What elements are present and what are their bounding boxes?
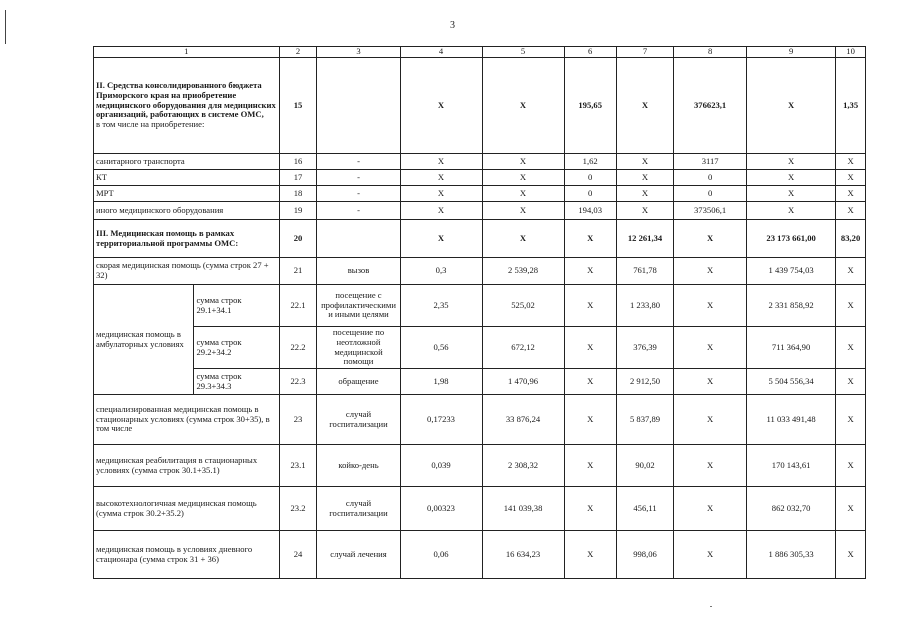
header-cell: 4 [400,47,482,58]
row-number: 23 [279,395,317,445]
row-label: КТ [94,170,280,186]
table-cell: 5 504 556,34 [747,369,836,395]
header-cell: 6 [564,47,616,58]
table-cell: 1 886 305,33 [747,531,836,579]
row-number: 16 [279,154,317,170]
table-cell: 0,06 [400,531,482,579]
table-cell: 376623,1 [674,58,747,154]
table-cell: посещение с профилактическими и иными целями [317,285,400,327]
row-number: 22.3 [279,369,317,395]
table-cell: X [674,369,747,395]
row-label: высокотехнологичная медицинская помощь (сумма строк 30.2+35.2) [94,487,280,531]
header-cell: 3 [317,47,400,58]
table-cell: X [482,154,564,170]
table-cell: X [747,202,836,220]
row-number: 23.1 [279,445,317,487]
table-cell: случай госпитализации [317,395,400,445]
row-number: 19 [279,202,317,220]
table-row [94,258,866,285]
table-cell: X [400,58,482,154]
row-number: 18 [279,186,317,202]
table-row [94,369,866,395]
table-cell: 0,3 [400,258,482,285]
section-label [94,58,280,154]
table-cell: 0 [564,170,616,186]
table-cell: X [616,58,673,154]
row-number: 21 [279,258,317,285]
table-cell: случай госпитализации [317,487,400,531]
row-number: 24 [279,531,317,579]
table-cell: 373506,1 [674,202,747,220]
table-cell: койко-день [317,445,400,487]
table-cell: X [400,220,482,258]
table-cell: 2 912,50 [616,369,673,395]
table-cell: X [564,285,616,327]
table-cell: 0,039 [400,445,482,487]
table-row [94,154,866,170]
table-cell: 672,12 [482,327,564,369]
table-cell: 0 [674,170,747,186]
table-cell: 0 [564,186,616,202]
table-cell: X [400,154,482,170]
table-cell: X [836,258,866,285]
table-row [94,170,866,186]
row-label: специализированная медицинская помощь в стационарных условиях (сумма строк 30+35), в том числе [94,395,280,445]
table-cell: X [564,487,616,531]
sub-label: сумма строк 29.2+34.2 [194,327,279,369]
header-cell: 1 [94,47,280,58]
row-label: медицинская реабилитация в стационарных условиях (сумма строк 30.1+35.1) [94,445,280,487]
table-cell: X [564,327,616,369]
table-cell: 2 539,28 [482,258,564,285]
table-row [94,445,866,487]
table-cell: 194,03 [564,202,616,220]
table-cell: 1 470,96 [482,369,564,395]
sub-label: сумма строк 29.3+34.3 [194,369,279,395]
table-cell: - [317,186,400,202]
table-cell: X [674,285,747,327]
table-cell: X [564,445,616,487]
table-cell: X [616,202,673,220]
table-cell: - [317,202,400,220]
table-cell: 1 233,80 [616,285,673,327]
table-cell: X [836,327,866,369]
table-cell: X [674,487,747,531]
table-cell: 761,78 [616,258,673,285]
table-cell: 2 331 858,92 [747,285,836,327]
table-cell: 862 032,70 [747,487,836,531]
table-cell: X [836,445,866,487]
header-cell: 10 [836,47,866,58]
table-cell: X [836,369,866,395]
section-title: III. Медицинская помощь в рамках территориальной программы ОМС: [94,220,280,258]
financing-table [93,46,866,579]
table-cell: X [564,220,616,258]
row-number: 22.2 [279,327,317,369]
table-cell: 12 261,34 [616,220,673,258]
header-cell: 5 [482,47,564,58]
table-cell: X [836,285,866,327]
row-number: 22.1 [279,285,317,327]
table-cell: случай лечения [317,531,400,579]
table-cell: X [616,170,673,186]
table-cell: X [836,395,866,445]
table-cell: 1,62 [564,154,616,170]
row-number: 15 [279,58,317,154]
table-cell: X [674,258,747,285]
table-cell: X [674,395,747,445]
table-cell: X [564,369,616,395]
table-row [94,395,866,445]
row-label: скорая медицинская помощь (сумма строк 27 + 32) [94,258,280,285]
table-cell: 83,20 [836,220,866,258]
row-number: 23.2 [279,487,317,531]
table-cell: X [747,154,836,170]
table-cell: X [616,186,673,202]
table-cell: 33 876,24 [482,395,564,445]
table-cell: 456,11 [616,487,673,531]
table-cell: X [836,487,866,531]
table-cell: 2,35 [400,285,482,327]
scan-artifact [710,606,712,607]
table-row [94,285,866,327]
table-cell: посещение по неотложной медицинской помощи [317,327,400,369]
table-cell: X [674,531,747,579]
table-cell: X [836,154,866,170]
table-cell: X [836,531,866,579]
row-number: 20 [279,220,317,258]
section-subtitle: в том числе на приобретение: [96,118,205,129]
table-cell: X [836,202,866,220]
table-cell: 3117 [674,154,747,170]
table-cell: 170 143,61 [747,445,836,487]
table-cell: X [482,220,564,258]
page-number: 3 [450,20,455,31]
table-cell: X [616,154,673,170]
table-row [94,202,866,220]
table-cell: X [564,531,616,579]
table-cell: 1,98 [400,369,482,395]
table-cell: X [400,170,482,186]
table-cell [317,58,400,154]
table-cell: 0 [674,186,747,202]
header-cell: 2 [279,47,317,58]
table-cell: X [564,258,616,285]
table-cell: 1 439 754,03 [747,258,836,285]
table-cell: X [482,202,564,220]
header-cell: 7 [616,47,673,58]
table-cell: - [317,154,400,170]
table-row [94,327,866,369]
table-cell: 16 634,23 [482,531,564,579]
header-cell: 9 [747,47,836,58]
table-cell: X [836,170,866,186]
table-cell [317,220,400,258]
table-cell: X [674,445,747,487]
table-cell: вызов [317,258,400,285]
table-cell: X [400,202,482,220]
table-cell: X [836,186,866,202]
table-cell: X [674,220,747,258]
table-cell: 5 837,89 [616,395,673,445]
table-cell: 2 308,32 [482,445,564,487]
table-cell: 11 033 491,48 [747,395,836,445]
table-cell: 1,35 [836,58,866,154]
table-cell: - [317,170,400,186]
table-cell: 711 364,90 [747,327,836,369]
section-row-oms [94,220,866,258]
table-cell: X [400,186,482,202]
table-cell: X [564,395,616,445]
table-cell: 0,56 [400,327,482,369]
row-label: МРТ [94,186,280,202]
table-cell: X [747,170,836,186]
header-cell: 8 [674,47,747,58]
section-title: II. Средства консолидированного бюджета Приморского края на приобретение медицинского оборудования для медицинских организаций, работающих в системе ОМС, [96,80,276,120]
column-numbers-row [94,47,866,58]
table-row [94,186,866,202]
table-cell: X [747,58,836,154]
table-cell: X [482,186,564,202]
table-cell: X [747,186,836,202]
table-cell: обращение [317,369,400,395]
row-number: 17 [279,170,317,186]
table-cell: X [674,327,747,369]
table-cell: 998,06 [616,531,673,579]
group-label: медицинская помощь в амбулаторных условиях [94,285,194,395]
section-row-equipment [94,58,866,154]
table-cell: 195,65 [564,58,616,154]
table-cell: 525,02 [482,285,564,327]
table-cell: 0,00323 [400,487,482,531]
table-row [94,531,866,579]
table-cell: 0,17233 [400,395,482,445]
table-row [94,487,866,531]
row-label: иного медицинского оборудования [94,202,280,220]
table-cell: X [482,170,564,186]
table-cell: 23 173 661,00 [747,220,836,258]
row-label: медицинская помощь в условиях дневного стационара (сумма строк 31 + 36) [94,531,280,579]
table-cell: X [482,58,564,154]
table-cell: 90,02 [616,445,673,487]
row-label: санитарного транспорта [94,154,280,170]
sub-label: сумма строк 29.1+34.1 [194,285,279,327]
table-cell: 141 039,38 [482,487,564,531]
table-cell: 376,39 [616,327,673,369]
